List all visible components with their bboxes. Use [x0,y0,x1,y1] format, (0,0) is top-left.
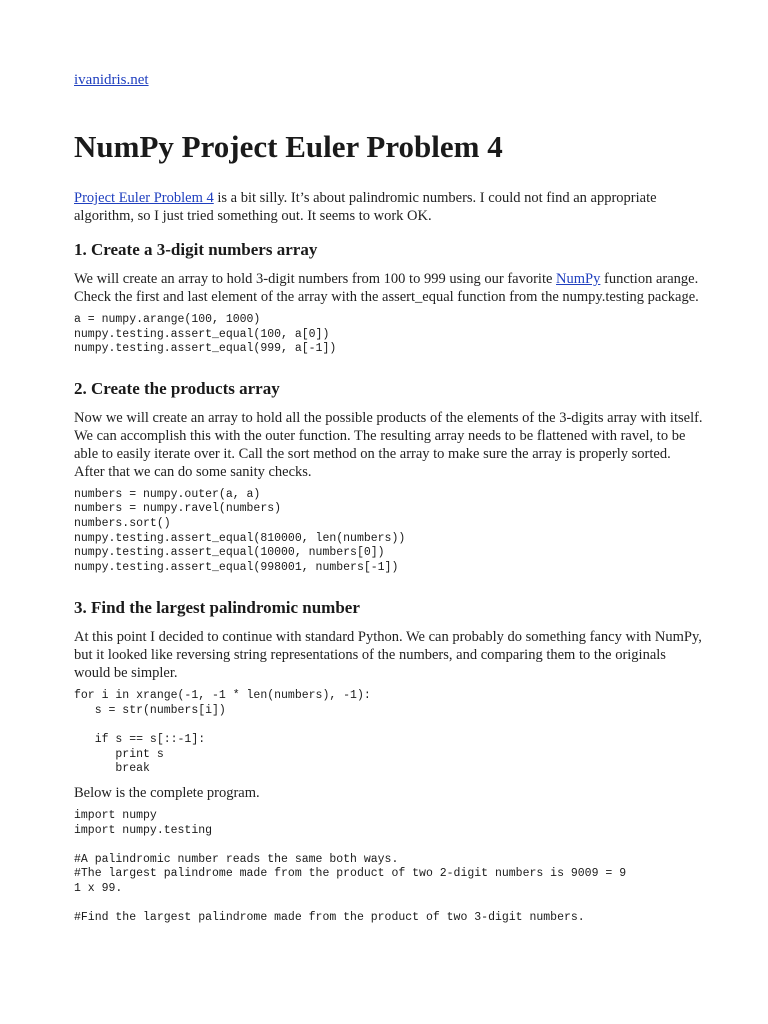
page-title: NumPy Project Euler Problem 4 [74,129,503,164]
intro-paragraph [74,189,704,225]
section-3-paragraph: At this point I decided to continue with standard Python. We can probably do something fancy with NumPy, but it looked like reversing string representations of the numbers, and comparing them to the originals would be simpler. [74,629,702,682]
section-2-code-block: numbers = numpy.outer(a, a) numbers = numpy.ravel(numbers) numbers.sort() numpy.testing.assert_equal(810000, len(numbers)) numpy.testing.assert_equal(10000, numbers[0]) numpy.testing.assert_equal(998001, numbers[-1]) [74,487,406,574]
section-1-text-before: We will create an array to hold 3-digit numbers from 100 to 999 using our favorite [74,271,557,287]
problem-4-link[interactable]: Project Euler Problem 4 [74,190,214,206]
intro-text: is a bit silly. It’s about palindromic numbers. I could not find an appropriate algorithm, so I just tried something out. It seems to work OK. [74,190,657,224]
section-2-heading: 2. Create the products array [74,378,280,398]
spacer [74,575,704,597]
section-3-code-block: for i in xrange(-1, -1 * len(numbers), -1): s = str(numbers[i]) if s == s[::-1]: print s break [74,689,371,776]
spacer [74,357,704,378]
section-1-text-after: function arange. Check the first and last element of the array with the assert_equal function from the numpy.testing package. [74,271,699,305]
section-3-heading: 3. Find the largest palindromic number [74,598,360,618]
section-1-code-block: a = numpy.arange(100, 1000) numpy.testing.assert_equal(100, a[0]) numpy.testing.assert_equal(999, a[-1]) [74,313,337,356]
spacer [74,232,704,239]
complete-program-intro: Below is the complete program. [74,784,260,801]
section-1-heading: 1. Create a 3-digit numbers array [74,240,318,259]
section-2-paragraph: Now we will create an array to hold all the possible products of the elements of the 3-digits array with itself. We can accomplish this with the outer function. The resulting array needs to be flattened with ravel, to be able to easily iterate over it. Call the sort method on the array to make sure the array is properly sorted. After that we can do some sanity checks. [74,409,703,480]
section-1-paragraph [74,270,704,306]
site-link[interactable]: ivanidris.net [74,72,149,88]
spacer [74,777,704,784]
complete-program-code-block: import numpy import numpy.testing #A palindromic number reads the same both ways. #The largest palindrome made from the product of two 2-digit numbers is 9009 = 9 1 x 99. #Find the largest palindrome made from the product of two 3-digit numbers. [74,808,627,925]
numpy-link[interactable]: NumPy [556,271,601,287]
article [74,71,704,926]
